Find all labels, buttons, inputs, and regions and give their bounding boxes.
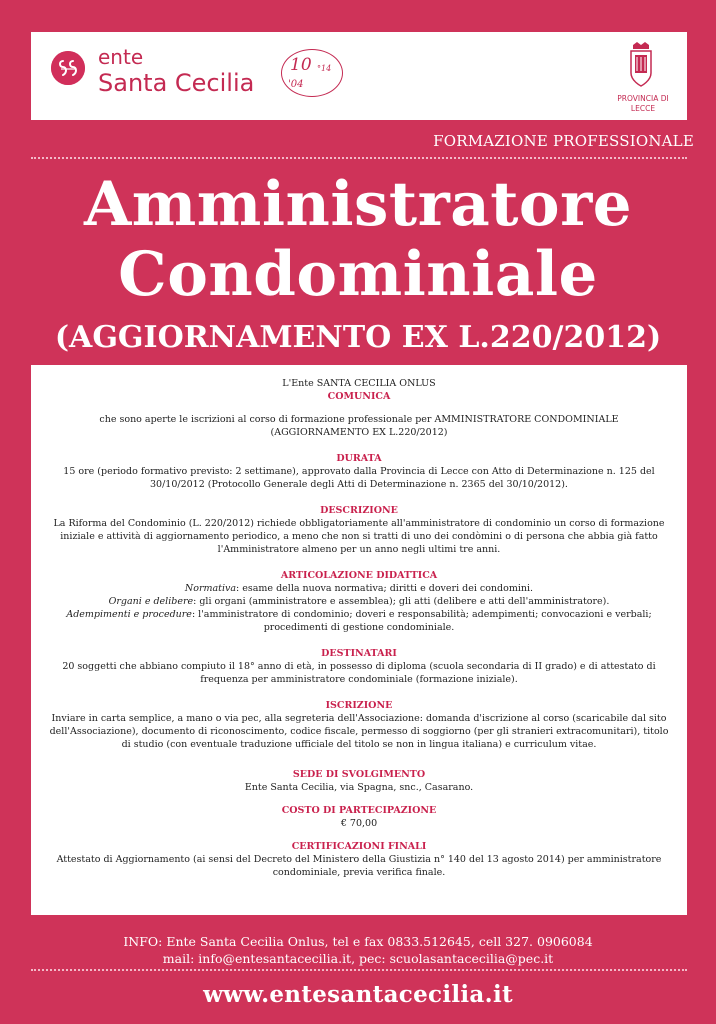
durata-heading: DURATA xyxy=(336,453,382,464)
certificazioni-text: Attestato di Aggiornamento (ai sensi del Decreto del Ministero della Giustizia n° 140 del 13 agosto 2014) per amministratore condominiale, previa verifica finale. xyxy=(56,854,662,878)
anniversary-year-start: '04 xyxy=(288,79,304,90)
costo-text: € 70,00 xyxy=(340,818,378,829)
section-label: FORMAZIONE PROFESSIONALE xyxy=(433,132,694,150)
descrizione-heading: DESCRIZIONE xyxy=(320,505,398,516)
articolazione-item-organi xyxy=(49,595,669,608)
destinatari-heading: DESTINATARI xyxy=(321,648,397,659)
ente-logo-icon xyxy=(51,51,85,85)
bottom-dotted-divider xyxy=(31,969,687,971)
province-label: PROVINCIA DI LECCE xyxy=(617,94,669,113)
articolazione-item-text: : esame della nuova normativa; diritti e doveri dei condomini. xyxy=(236,583,534,594)
durata-text: 15 ore (periodo formativo previsto: 2 settimane), approvato dalla Provincia di Lecce con Atto di Determinazione n. 125 del 30/10/2012 (Protocollo Generale degli Atti di Determinazione n. 2365 del 30/10/2012). xyxy=(63,466,655,490)
articolazione-item-normativa xyxy=(49,582,669,595)
anniversary-number: 10 xyxy=(290,55,312,75)
articolazione-item-adempimenti xyxy=(49,608,669,634)
comunica-text: che sono aperte le iscrizioni al corso di formazione professionale per AMMINISTRATORE CONDOMINIALE (AGGIORNAMENTO EX L.220/2012) xyxy=(99,414,619,438)
contact-info-email: mail: info@entesantacecilia.it, pec: scuolasantacecilia@pec.it xyxy=(162,951,554,966)
certificazioni-heading: CERTIFICAZIONI FINALI xyxy=(291,841,427,852)
articolazione-item-text: : gli organi (amministratore e assemblea); gli atti (delibere e atti dell'amministratore). xyxy=(193,596,610,607)
articolazione-item-label: Adempimenti e procedure xyxy=(66,609,192,620)
articolazione-item-text: : l'amministratore di condominio; doveri e responsabilità; adempimenti; convocazioni e verbali; procedimenti di gestione condominiale. xyxy=(191,609,652,633)
sede-heading: SEDE DI SVOLGIMENTO xyxy=(292,769,426,780)
province-crest-icon xyxy=(626,41,656,87)
title-subtitle: (AGGIORNAMENTO EX L.220/2012) xyxy=(54,320,662,355)
articolazione-heading: ARTICOLAZIONE DIDATTICA xyxy=(280,570,438,581)
header-banner xyxy=(31,32,687,120)
descrizione-text: La Riforma del Condominio (L. 220/2012) richiede obbligatoriamente all'amministratore di condominio un corso di formazione iniziale e attività di aggiornamento periodico, a meno che non si tratti di uno dei condòmini o di persona che abbia già fatto l'Amministratore almeno per un anno negli ultimi tre anni. xyxy=(53,518,665,555)
anniversary-year-end: °14 xyxy=(317,64,332,73)
title-line-2: Condominiale xyxy=(118,239,598,310)
website-link[interactable]: www.entesantacecilia.it xyxy=(203,981,513,1008)
destinatari-text: 20 soggetti che abbiano compiuto il 18° anno di età, in possesso di diploma (scuola secondaria di II grado) e di attestato di frequenza per amministratore condominiale (formazione iniziale). xyxy=(62,661,656,685)
articolazione-item-label: Normativa xyxy=(184,583,237,594)
logo-word-ente: ente xyxy=(98,45,144,69)
articolazione-item-label: Organi e delibere xyxy=(108,596,194,607)
iscrizione-heading: ISCRIZIONE xyxy=(325,700,393,711)
course-details-panel xyxy=(31,365,687,915)
anniversary-badge xyxy=(281,49,343,97)
contact-info-phone: INFO: Ente Santa Cecilia Onlus, tel e fax 0833.512645, cell 327. 0906084 xyxy=(123,934,593,949)
iscrizione-text: Inviare in carta semplice, a mano o via pec, alla segreteria dell'Associazione: domanda d'iscrizione al corso (scaricabile dal sito dell'Associazione), documento di riconoscimento, codice fiscale, permesso di soggiorno (per gli stranieri extracomunitari), titolo di studio (con eventuale traduzione ufficiale del titolo se non in lingua italiana) e curriculum vitae. xyxy=(49,713,669,750)
comunica-heading: COMUNICA xyxy=(327,391,391,402)
intro-text: L'Ente SANTA CECILIA ONLUS xyxy=(282,378,436,389)
costo-heading: COSTO DI PARTECIPAZIONE xyxy=(281,805,437,816)
title-line-1: Amministratore xyxy=(83,169,633,240)
logo-word-santa-cecilia: Santa Cecilia xyxy=(98,69,255,97)
sede-text: Ente Santa Cecilia, via Spagna, snc., Casarano. xyxy=(244,782,474,793)
top-dotted-divider xyxy=(31,157,687,159)
